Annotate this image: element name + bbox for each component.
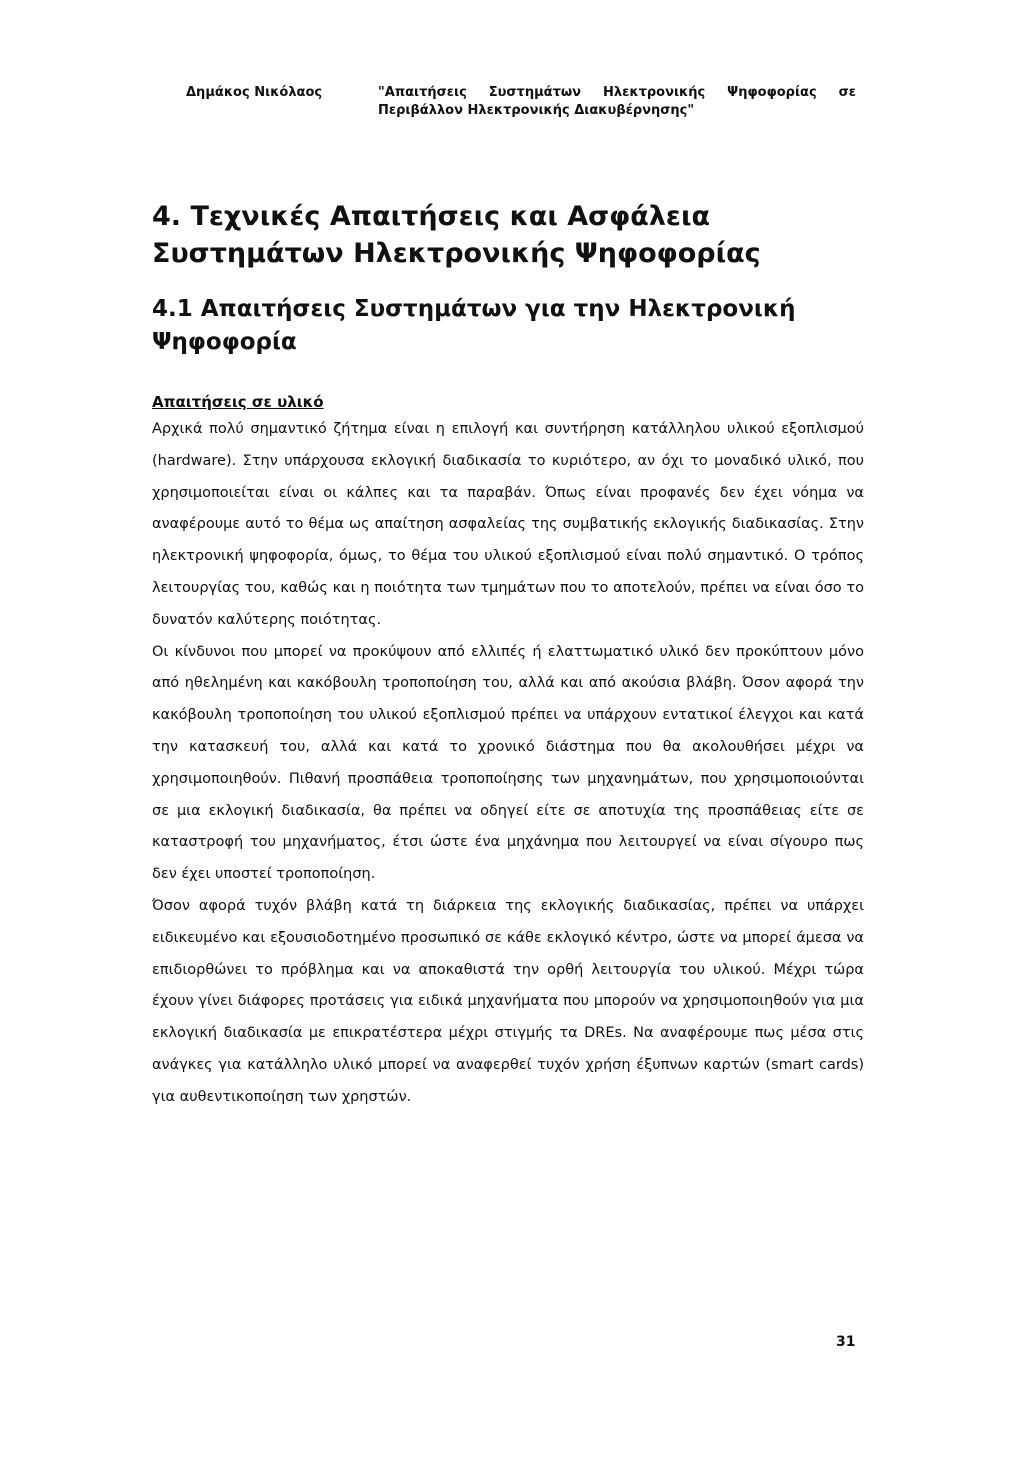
subsection-heading: Απαιτήσεις σε υλικό: [152, 393, 324, 411]
paragraph: Αρχικά πολύ σημαντικό ζήτημα είναι η επιλογή και συντήρηση κατάλληλου υλικού εξοπλισμού (hardware). Στην υπάρχουσα εκλογική διαδικασία το κυριότερο, αν όχι το μοναδικό υλικό, που χρησιμοποιείται είναι οι κάλπες και τα παραβάν. Όπως είναι προφανές δεν έχει νόημα να αναφέρουμε αυτό το θέμα ως απαίτηση ασφαλείας της συμβατικής εκλογικής διαδικασίας. Στην ηλεκτρονική ψηφοφορία, όμως, το θέμα του υλικού εξοπλισμού είναι πολύ σημαντικό. Ο τρόπος λειτουργίας του, καθώς και η ποιότητα των τμημάτων που το αποτελούν, πρέπει να είναι όσο το δυνατόν καλύτερης ποιότητας.: [152, 421, 864, 628]
paragraph: Όσον αφορά τυχόν βλάβη κατά τη διάρκεια της εκλογικής διαδικασίας, πρέπει να υπάρχει ειδικευμένο και εξουσιοδοτημένο προσωπικό σε κάθε εκλογικό κέντρο, ώστε να μπορεί άμεσα να επιδιορθώνει το πρόβλημα και να αποκαθιστά την ορθή λειτουργία του υλικού. Μέχρι τώρα έχουν γίνει διάφορες προτάσεις για ειδικά μηχανήματα που μπορούν να χρησιμοποιηθούν για μια εκλογική διαδικασία με επικρατέστερα μέχρι στιγμής τα DREs. Να αναφέρουμε πως μέσα στις ανάγκες για κατάλληλο υλικό μπορεί να αναφερθεί τυχόν χρήση έξυπνων καρτών (smart cards) για αυθεντικοποίηση των χρηστών.: [152, 897, 864, 1105]
header-document-title: "Απαιτήσεις Συστημάτων Ηλεκτρονικής Ψηφοφορίας σε Περιβάλλον Ηλεκτρονικής Διακυβέρνησης": [378, 85, 856, 118]
section-heading: 4.1 Απαιτήσεις Συστημάτων για την Ηλεκτρονική Ψηφοφορία: [152, 296, 796, 355]
body-text: [152, 414, 864, 1114]
paragraph: Οι κίνδυνοι που μπορεί να προκύψουν από ελλιπές ή ελαττωματικό υλικό δεν προκύπτουν μόνο από ηθελημένη και κακόβουλη τροποποίηση του, αλλά και από ακούσια βλάβη. Όσον αφορά την κακόβουλη τροποποίηση του υλικού εξοπλισμού πρέπει να υπάρχουν εντατικοί έλεγχοι και κατά την κατασκευή του, αλλά και κατά το χρονικό διάστημα που θα ακολουθήσει μέχρι να χρησιμοποιηθούν. Πιθανή προσπάθεια τροποποίησης των μηχανημάτων, που χρησιμοποιούνται σε μια εκλογική διαδικασία, θα πρέπει να οδηγεί είτε σε αποτυχία της προσπάθειας είτε σε καταστροφή του μηχανήματος, έτσι ώστε ένα μηχάνημα που λειτουργεί να είναι σίγουρο πως δεν έχει υποστεί τροποποίηση.: [152, 643, 864, 883]
page-number: 31: [836, 1334, 856, 1350]
header-author: Δημάκος Νικόλαος: [186, 85, 323, 100]
chapter-heading: 4. Τεχνικές Απαιτήσεις και Ασφάλεια Συστημάτων Ηλεκτρονικής Ψηφοφορίας: [152, 201, 761, 269]
